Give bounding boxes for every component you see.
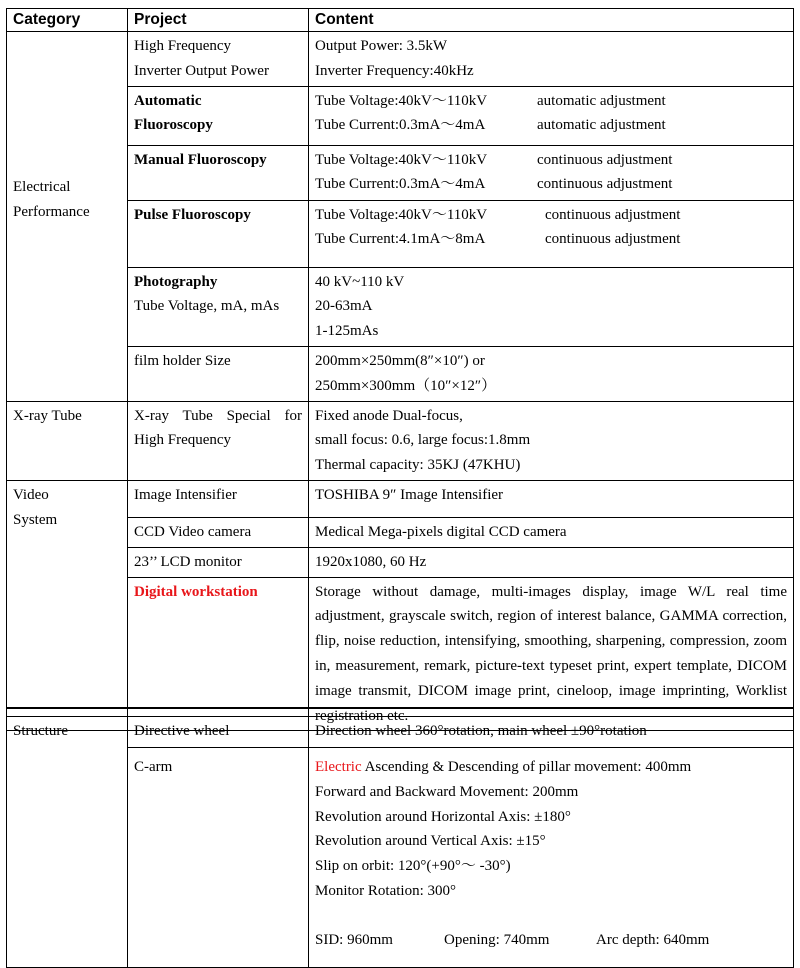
project-cell: Manual Fluoroscopy [128, 145, 309, 200]
table-row [7, 480, 794, 517]
category-structure: Structure [7, 717, 128, 968]
category-xray: X-ray Tube [7, 401, 128, 480]
content-cell: Output Power: 3.5kW Inverter Frequency:40kHz [309, 32, 794, 87]
spec-table [6, 8, 794, 731]
table-row [7, 32, 794, 87]
header-project: Project [128, 9, 309, 32]
content-cell: Electric Ascending & Descending of pillar movement: 400mm Forward and Backward Movement: 200mm Revolution around Horizontal Axis: ±180° Revolution around Vertical Axis: ±15° Slip on orbit: 120°(+90°～ -30°) Monitor Rotation: 300° SID: 960mm Opening: 740mm Arc depth: 640mm [309, 748, 794, 968]
project-cell: Pulse Fluoroscopy [128, 200, 309, 267]
table-row [7, 401, 794, 480]
content-cell: 1920x1080, 60 Hz [309, 547, 794, 577]
content-cell: Direction wheel 360°rotation, main wheel ±90°rotation [309, 717, 794, 748]
project-cell: CCD Video camera [128, 517, 309, 547]
project-cell: Directive wheel [128, 717, 309, 748]
project-cell: Digital workstation [128, 577, 309, 731]
content-cell: Medical Mega-pixels digital CCD camera [309, 517, 794, 547]
header-category: Category [7, 9, 128, 32]
content-cell: Fixed anode Dual-focus, small focus: 0.6, large focus:1.8mm Thermal capacity: 35KJ (47KHU) [309, 401, 794, 480]
content-cell: TOSHIBA 9″ Image Intensifier [309, 480, 794, 517]
content-cell: Tube Voltage:40kV～110kV continuous adjustment Tube Current:0.3mA～4mA continuous adjustment [309, 145, 794, 200]
project-cell: film holder Size [128, 346, 309, 401]
project-cell: X-ray Tube Special for High Frequency [128, 401, 309, 480]
content-cell: Storage without damage, multi-images display, image W/L real time adjustment, grayscale switch, region of interest balance, GAMMA correction, flip, noise reduction, intensifying, smoothing, sharpening, compression, zoom in, measurement, remark, picture-text typeset print, expert template, DICOM image transmit, DICOM image print, cineloop, image imprinting, Worklist registration etc. [309, 577, 794, 731]
content-cell: 40 kV~110 kV 20-63mA 1-125mAs [309, 267, 794, 346]
category-video: Video System [7, 480, 128, 730]
content-cell: 200mm×250mm(8″×10″) or 250mm×300mm（10″×12″） [309, 346, 794, 401]
content-cell: Tube Voltage:40kV～110kV automatic adjustment Tube Current:0.3mA～4mA automatic adjustment [309, 86, 794, 145]
project-cell: Photography Tube Voltage, mA, mAs [128, 267, 309, 346]
project-cell: 23’’ LCD monitor [128, 547, 309, 577]
project-cell: Automatic Fluoroscopy [128, 86, 309, 145]
project-cell: Image Intensifier [128, 480, 309, 517]
header-content: Content [309, 9, 794, 32]
section-divider [6, 707, 794, 709]
project-cell: High Frequency Inverter Output Power [128, 32, 309, 87]
table-row [7, 717, 794, 748]
project-cell: C-arm [128, 748, 309, 968]
header-row [7, 9, 794, 32]
structure-table [6, 716, 794, 968]
content-cell: Tube Voltage:40kV～110kV continuous adjustment Tube Current:4.1mA～8mA continuous adjustment [309, 200, 794, 267]
category-electrical: Electrical Performance [7, 32, 128, 402]
